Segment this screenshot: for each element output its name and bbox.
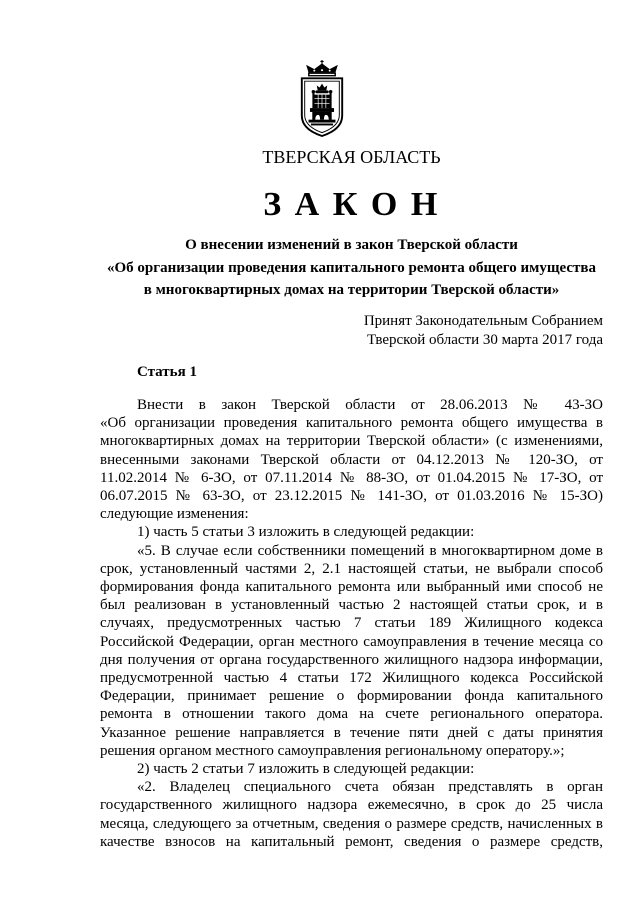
paragraph-line: месяца, следующего за отчетным, сведения о размере средств, начисленных в bbox=[100, 815, 603, 832]
paragraph-line: Федерации, принимает решение о формировании фонда капитального bbox=[100, 688, 603, 705]
region-name: ТВЕРСКАЯ ОБЛАСТЬ bbox=[262, 147, 441, 167]
adoption-line: Тверской области 30 марта 2017 года bbox=[366, 332, 603, 348]
paragraph-line: качестве взносов на капитальный ремонт, сведения о размере средств, bbox=[100, 833, 603, 850]
paragraph-line: Внести в закон Тверской области от 28.06.2013 № 43-ЗО bbox=[137, 397, 603, 413]
paragraph-line: «Об организации проведения капитального ремонта общего имущества в bbox=[100, 415, 603, 432]
emblem-crown-icon bbox=[306, 60, 338, 76]
paragraph-line: «5. В случае если собственники помещений в многоквартирном доме в bbox=[137, 542, 603, 559]
paragraph-line: 11.02.2014 № 6-ЗО, от 07.11.2014 № 88-ЗО, от 01.04.2015 № 17-ЗО, от bbox=[100, 469, 603, 486]
paragraph-line: формирования фонда капитального ремонта или выбранный ими способ не bbox=[100, 579, 603, 596]
law-title-line: «Об организации проведения капитального ремонта общего имущества bbox=[107, 259, 596, 276]
article-paragraph bbox=[100, 542, 603, 760]
paragraph-line: случаях, предусмотренных частью 7 статьи 189 Жилищного кодекса bbox=[100, 615, 603, 632]
paragraph-line: срок, установленный частями 2, 2.1 настоящей статьи, не выбрали способ bbox=[100, 560, 603, 577]
paragraph-line: 1) часть 5 статьи 3 изложить в следующей редакции: bbox=[137, 524, 475, 541]
adoption-note bbox=[364, 312, 603, 350]
paragraph-line: решения органом местного самоуправления региональному оператору.»; bbox=[100, 742, 565, 759]
paragraph-line: 2) часть 2 статьи 7 изложить в следующей редакции: bbox=[137, 761, 475, 778]
paragraph-line: 06.07.2015 № 63-ЗО, от 23.12.2015 № 141-ЗО, от 01.03.2016 № 15-ЗО) bbox=[100, 488, 603, 505]
paragraph-line: дня получения от органа государственного жилищного надзора информации, bbox=[100, 651, 603, 668]
article-paragraph bbox=[100, 778, 603, 851]
paragraph-line: Российской Федерации, орган местного самоуправления в течение месяца со bbox=[100, 633, 603, 650]
paragraph-line: следующие изменения: bbox=[100, 506, 249, 523]
law-title-line: О внесении изменений в закон Тверской области bbox=[185, 237, 518, 253]
adoption-line: Принят Законодательным Собранием bbox=[363, 313, 603, 329]
paragraph-line: внесенными законами Тверской области от 04.12.2013 № 120-ЗО, от bbox=[100, 451, 603, 468]
law-title-line: в многоквартирных домах на территории Тверской области» bbox=[143, 282, 560, 298]
paragraph-line: предусмотренной частью 4 статьи 172 Жилищного кодекса Российской bbox=[100, 670, 603, 687]
document-type: З А К О Н bbox=[263, 186, 440, 223]
paragraph-line: «2. Владелец специального счета обязан представлять в орган bbox=[137, 779, 603, 796]
paragraph-line: ремонта в отношении такого дома на счете регионального оператора. bbox=[100, 706, 603, 723]
article-paragraph bbox=[100, 523, 603, 541]
paragraph-line: Указанное решение направляется в течение пяти дней с даты принятия bbox=[100, 724, 603, 741]
paragraph-line: многоквартирных домах на территории Тверской области» (с изменениями, bbox=[100, 433, 603, 450]
article-paragraph bbox=[100, 396, 603, 523]
paragraph-line: был реализован в установленный частью 2 настоящей статьи срок, и в bbox=[100, 597, 603, 614]
article-body bbox=[100, 396, 603, 851]
article-paragraph bbox=[100, 760, 603, 778]
law-title bbox=[100, 234, 603, 302]
coat-of-arms-icon bbox=[297, 60, 347, 137]
paragraph-line: государственного жилищного надзора ежемесячно, в срок до 25 числа bbox=[100, 797, 603, 814]
article-heading: Статья 1 bbox=[137, 364, 197, 380]
